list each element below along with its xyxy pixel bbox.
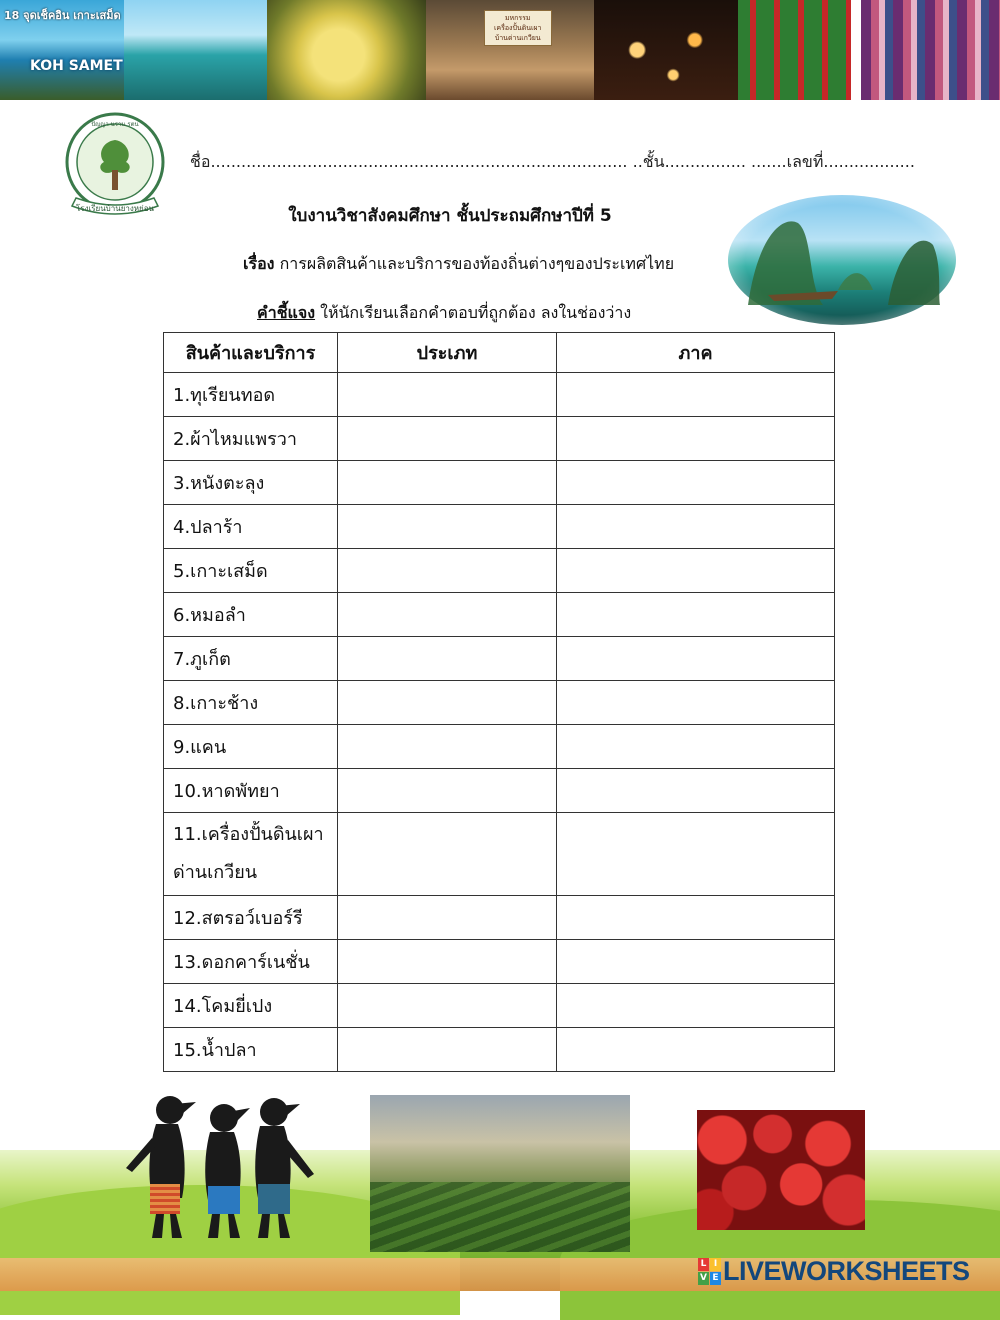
banner-gap	[851, 0, 861, 100]
item-cell: 3.หนังตะลุง	[164, 461, 338, 505]
instruction-label: คำชี้แจง	[257, 303, 316, 322]
item-cell: 13.ดอกคาร์เนชั่น	[164, 940, 338, 984]
header-product-service: สินค้าและบริการ	[164, 333, 338, 373]
instruction-text: ให้นักเรียนเลือกคำตอบที่ถูกต้อง ลงในช่องว่าง	[315, 303, 632, 322]
logo-school-name: โรงเรียนบ้านยางหย่อน	[75, 204, 155, 213]
photo-fish-sauce-bottles	[738, 0, 852, 100]
type-answer-cell[interactable]	[338, 549, 557, 593]
banner-sign-text: 18 จุดเช็คอิน เกาะเสม็ด	[4, 9, 121, 22]
photo-durian	[267, 0, 425, 100]
region-answer-cell[interactable]	[557, 417, 835, 461]
header-region: ภาค	[557, 333, 835, 373]
item-cell: 7.ภูเก็ต	[164, 637, 338, 681]
table-row	[164, 984, 835, 1028]
item-cell: 15.น้ำปลา	[164, 1028, 338, 1072]
worksheet-instruction	[257, 301, 631, 326]
region-answer-cell[interactable]	[557, 940, 835, 984]
table-row	[164, 549, 835, 593]
logo-letter-i: I	[710, 1258, 721, 1271]
table-row	[164, 813, 835, 896]
type-answer-cell[interactable]	[338, 940, 557, 984]
worksheet-title: ใบงานวิชาสังคมศึกษา ชั้นประถมศึกษาปีที่ 5	[288, 206, 612, 226]
photo-tea-plantation	[370, 1095, 630, 1252]
photo-lanterns	[594, 0, 738, 100]
region-answer-cell[interactable]	[557, 549, 835, 593]
liveworksheets-mark-icon	[698, 1258, 720, 1284]
photo-island-oval	[728, 195, 956, 325]
item-cell: 2.ผ้าไหมแพรวา	[164, 417, 338, 461]
table-row	[164, 593, 835, 637]
type-answer-cell[interactable]	[338, 461, 557, 505]
item-cell: 1.ทุเรียนทอด	[164, 373, 338, 417]
table-row	[164, 681, 835, 725]
type-answer-cell[interactable]	[338, 813, 557, 896]
table-row	[164, 725, 835, 769]
table-row	[164, 637, 835, 681]
type-answer-cell[interactable]	[338, 1028, 557, 1072]
region-answer-cell[interactable]	[557, 637, 835, 681]
photo-koh-samet-sign	[0, 0, 124, 100]
region-answer-cell[interactable]	[557, 813, 835, 896]
header-type: ประเภท	[338, 333, 557, 373]
item-cell: 5.เกาะเสม็ด	[164, 549, 338, 593]
shadow-puppets-illustration	[112, 1088, 322, 1252]
item-cell: 14.โคมยี่เปง	[164, 984, 338, 1028]
student-info-line[interactable]: ชื่อ.................................................................................. ..ชั้น................ .......เลขที่..................	[190, 152, 915, 171]
banner-sign-samet: KOH SAMET	[30, 58, 123, 74]
photo-strawberries	[697, 1110, 865, 1230]
topic-text: การผลิตสินค้าและบริการของท้องถิ่นต่างๆของประเทศไทย	[274, 254, 675, 273]
table-row	[164, 417, 835, 461]
item-cell: 4.ปลาร้า	[164, 505, 338, 549]
logo-letter-l: L	[698, 1258, 709, 1271]
table-row	[164, 461, 835, 505]
liveworksheets-logo[interactable]	[698, 1256, 970, 1286]
item-cell: 8.เกาะช้าง	[164, 681, 338, 725]
type-answer-cell[interactable]	[338, 769, 557, 813]
pottery-market-sign: มหกรรม เครื่องปั้นดินเผา บ้านด่านเกวียน	[484, 10, 552, 46]
worksheet-topic	[243, 252, 674, 277]
type-answer-cell[interactable]	[338, 505, 557, 549]
type-answer-cell[interactable]	[338, 417, 557, 461]
liveworksheets-wordmark: LIVEWORKSHEETS	[723, 1255, 970, 1286]
type-answer-cell[interactable]	[338, 681, 557, 725]
photo-silk-fabric	[861, 0, 1000, 100]
type-answer-cell[interactable]	[338, 984, 557, 1028]
item-cell: 11.เครื่องปั้นดินเผาด่านเกวียน	[164, 813, 338, 896]
photo-island-cliffs	[124, 0, 268, 100]
region-answer-cell[interactable]	[557, 984, 835, 1028]
table-row	[164, 505, 835, 549]
item-cell: 10.หาดพัทยา	[164, 769, 338, 813]
region-answer-cell[interactable]	[557, 896, 835, 940]
logo-motto: ปัญญา นราน รตน	[91, 121, 139, 128]
region-answer-cell[interactable]	[557, 593, 835, 637]
region-answer-cell[interactable]	[557, 769, 835, 813]
type-answer-cell[interactable]	[338, 896, 557, 940]
type-answer-cell[interactable]	[338, 593, 557, 637]
region-answer-cell[interactable]	[557, 461, 835, 505]
table-row	[164, 769, 835, 813]
region-answer-cell[interactable]	[557, 681, 835, 725]
table-row	[164, 896, 835, 940]
region-answer-cell[interactable]	[557, 725, 835, 769]
table-row	[164, 1028, 835, 1072]
type-answer-cell[interactable]	[338, 637, 557, 681]
top-photo-banner	[0, 0, 1000, 100]
type-answer-cell[interactable]	[338, 725, 557, 769]
item-cell: 6.หมอลำ	[164, 593, 338, 637]
item-cell: 12.สตรอว์เบอร์รี	[164, 896, 338, 940]
photo-pottery-market	[426, 0, 594, 100]
topic-label: เรื่อง	[243, 254, 275, 273]
logo-letter-v: V	[698, 1272, 709, 1285]
item-cell: 9.แคน	[164, 725, 338, 769]
region-answer-cell[interactable]	[557, 505, 835, 549]
table-header-row	[164, 333, 835, 373]
table-row	[164, 373, 835, 417]
type-answer-cell[interactable]	[338, 373, 557, 417]
logo-letter-e: E	[710, 1272, 721, 1285]
region-answer-cell[interactable]	[557, 1028, 835, 1072]
answer-table	[163, 332, 835, 1072]
region-answer-cell[interactable]	[557, 373, 835, 417]
table-row	[164, 940, 835, 984]
